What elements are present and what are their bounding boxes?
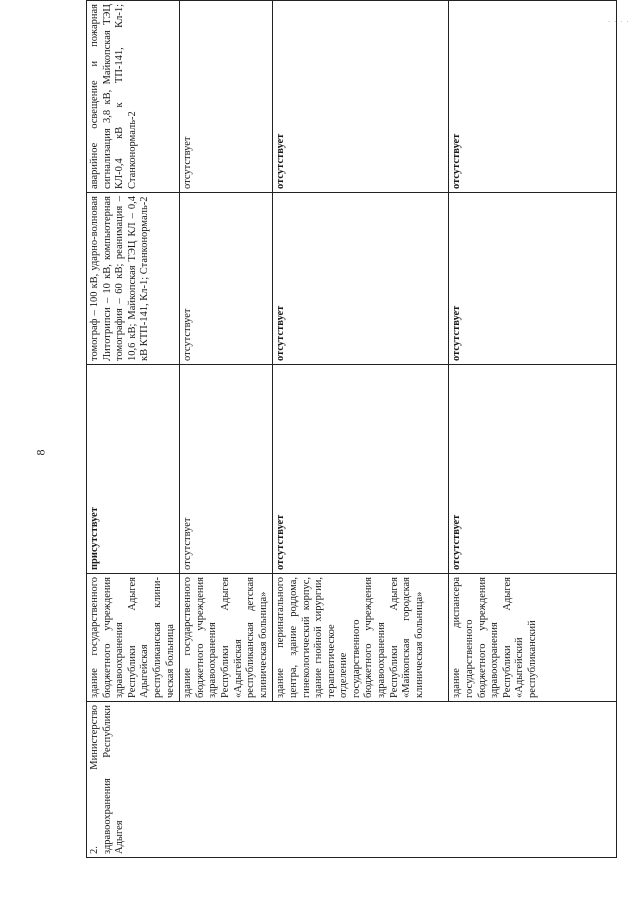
building-cell: здание диспансера государственного бюджетного учреждения здравоохранения Республики Адыгея «Адыгейский республиканский bbox=[449, 574, 617, 702]
source1-cell: присутствует bbox=[87, 365, 180, 574]
source2-cell: отсутствует bbox=[449, 193, 617, 365]
scan-mark: · · · · bbox=[608, 18, 630, 26]
source1-cell: отсутствует bbox=[180, 365, 273, 574]
organization-cell: 2. Министерство здравоохранения Республики Адыгея bbox=[87, 702, 617, 858]
facilities-table bbox=[86, 0, 617, 858]
building-cell: здание перинатального центра, здание роддома, гинекологический корпус, здание гнойной хирургии, терапевтическое отделение государственного бюджетного учреждения здравоохранения Республики Адыгея «Майкопская городская клиническая больница» bbox=[273, 574, 449, 702]
table-row bbox=[87, 1, 180, 858]
page-number: 8 bbox=[33, 449, 48, 456]
source3-cell: аварийное освещение и пожарная сигнализация 3,8 кВ, Майкопская ТЭЦ КЛ-0,4 кВ к ТП-141, Кл-1; Станконормаль-2 bbox=[87, 1, 180, 193]
source3-cell: отсутствует bbox=[449, 1, 617, 193]
source3-cell: отсутствует bbox=[273, 1, 449, 193]
rotated-table bbox=[86, 4, 604, 858]
source3-cell: отсутствует bbox=[180, 1, 273, 193]
source1-cell: отсутствует bbox=[273, 365, 449, 574]
building-cell: здание государственного бюджетного учреждения здравоохранения Республики Адыгея Адыгейская республиканская клини-ческая больница bbox=[87, 574, 180, 702]
source2-cell: отсутствует bbox=[273, 193, 449, 365]
source1-cell: отсутствует bbox=[449, 365, 617, 574]
building-cell: здание государственного бюджетного учреждения здравоохранения Республики Адыгея «Адыгейская республиканская детская клиническая больница» bbox=[180, 574, 273, 702]
source2-cell: томограф – 100 кВ, ударно-волновая Литотрипси – 10 кВ, компьютерная томография – 60 кВ; реанимация – 10,6 кВ; Майкопская ТЭЦ КЛ – 0,4 кВ КТП-141, Кл-1; Станконормаль-2 bbox=[87, 193, 180, 365]
source2-cell: отсутствует bbox=[180, 193, 273, 365]
